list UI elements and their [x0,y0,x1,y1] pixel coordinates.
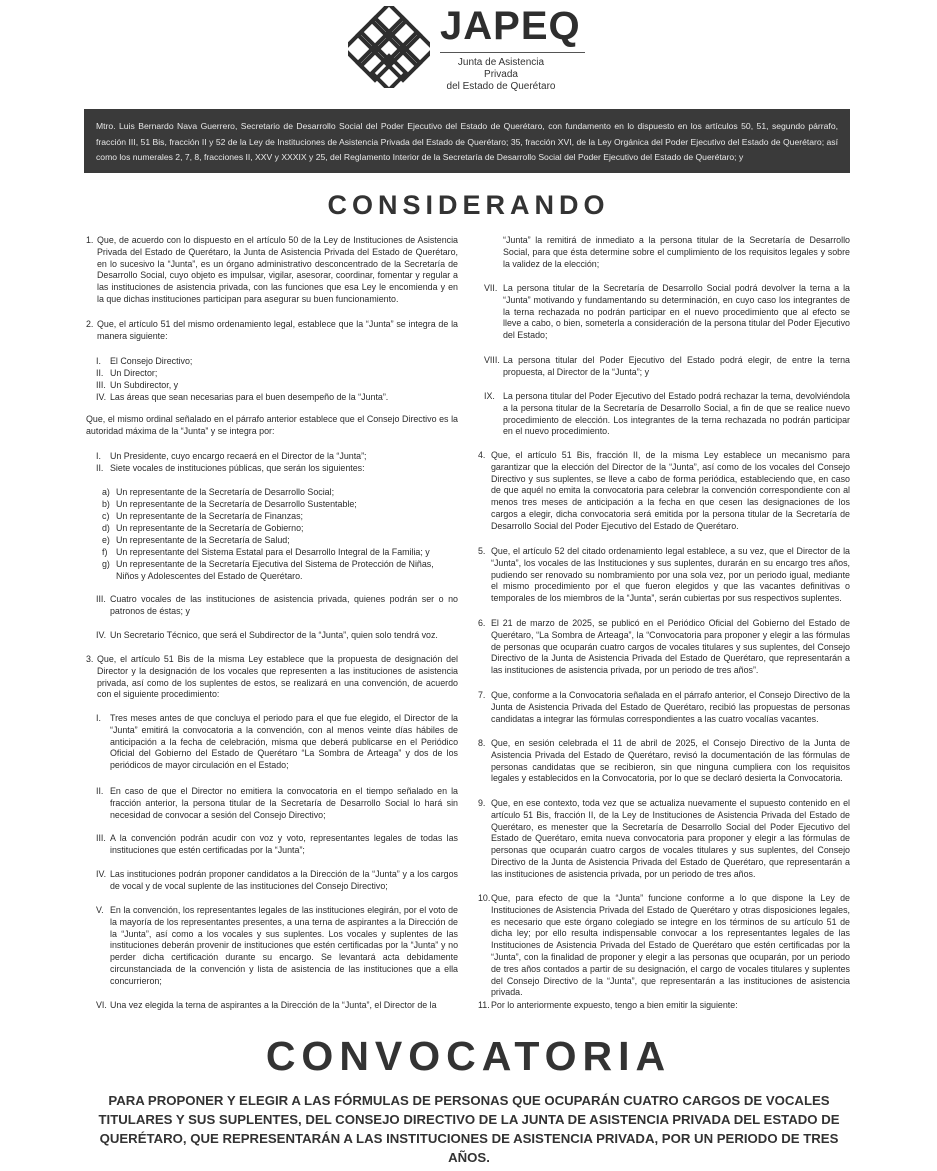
paragraph-1 [86,235,458,306]
procedure-item-iv: IV. Las instituciones podrán proponer candidatos a la Dirección de la “Junta” y a los cargos de vocal y de vocal suplente de las instituciones del Consejo Directivo; [96,869,458,891]
procedure-item-vii: VII. La persona titular de la Secretaría de Desarrollo Social podrá devolver la terna a la “Junta” motivando y fundamentando su determinación, en cuyo caso los integrantes de la terna rechazada no podrán participar en el nuevo procedimiento que al efecto se lleve a cabo, o bien, someterla a consideración de la persona titular del Poder Ejecutivo del Estado; [484,283,850,341]
brand-divider [440,52,585,53]
list-item: g) Un representante de la Secretaría Ejecutiva del Sistema de Protección de Niñas, Niños y Adolescentes del Estado de Querétaro. [102,559,434,581]
procedure-item-vi-continued: “Junta” la remitirá de inmediato a la persona titular de la Secretaría de Desarrollo Social, para que ésta determine sobre el cumplimiento de los requisitos legales y sobre la validez de la elección; [503,235,850,269]
interlocking-diamonds-icon [348,6,430,88]
paragraph-11: 11. Por lo anteriormente expuesto, tengo a bien emitir la siguiente: [478,1000,738,1010]
japeq-logo [348,6,430,88]
list-item: e) Un representante de la Secretaría de Salud; [102,535,290,545]
list-item: IV. Las áreas que sean necesarias para el buen desempeño de la “Junta”. [96,392,389,402]
considerando-heading: CONSIDERANDO [327,190,610,220]
paragraph-10: 10. Que, para efecto de que la “Junta” funcione conforme a lo que dispone la Ley de Instituciones de Asistencia Privada del Estado de Querétaro y otras disposiciones legales, es necesario que este órgano colegiado se integre en los términos de su artículo 51 de dicha ley; por ello resulta indispensable convocar a los representantes legales de las Instituciones de Asistencia Privada del Estado de Querétaro que estén certificadas por la “Junta”, con la finalidad de proponer y elegir a las personas que ocuparán, por un periodo de tres años contados a partir de su designación, el cargo de vocales titulares y suplentes del Consejo Directivo de la “Junta”, que representarán a las instituciones de asistencia privada. [478,893,850,998]
paragraph-number: 3. [86,654,94,664]
paragraph-text: Que, el mismo ordinal señalado en el párrafo anterior establece que el Consejo Directivo es la autoridad máxima de la “Junta” y se integra por: [86,414,458,436]
list-item: I. Un Presidente, cuyo encargo recaerá en el Director de la “Junta”; [96,451,367,461]
list-item: f) Un representante del Sistema Estatal para el Desarrollo Integral de la Familia; y [102,547,430,557]
paragraph-4: 4. Que, el artículo 51 Bis, fracción II, de la misma Ley establece un mecanismo para garantizar que la elección del Director de la “Junta”, así como de los vocales del Consejo Directivo y sus suplentes, se lleve a cabo de forma periódica, estableciendo que, en caso de que aquél no emita la convocatoria para celebrar la convención correspondiente con al menos tres meses de anticipación a la fecha en que cesen las designaciones de los cargos a elegir, dicha convocatoria será emitida por la persona titular de la Secretaría de Desarrollo Social del Poder Ejecutivo del Estado de Querétaro. [478,450,850,531]
legal-basis-banner [84,109,850,173]
paragraph-5: 5. Que, el artículo 52 del citado ordenamiento legal establece, a su vez, que el Director de la “Junta”, los vocales de las Instituciones y sus suplentes, durarán en su encargo tres años, pudiendo ser renovado su nombramiento por una sola vez, por un periodo igual, mediante el mismo procedimiento por el que fueron elegidos y que las vacantes definitivas o temporales de los miembros de la “Junta”, serán cubiertas por sus respectivos suplentes. [478,546,850,604]
paragraph-2b [86,414,458,438]
procedure-item-vi: VI. Una vez elegida la terna de aspirantes a la Dirección de la “Junta”, el Director de la [96,1000,437,1010]
convocatoria-subtitle: PARA PROPONER Y ELEGIR A LAS FÓRMULAS DE PERSONAS QUE OCUPARÁN CUATRO CARGOS DE VOCALES TITULARES Y SUS SUPLENTES, DEL CONSEJO DIRECTIVO DE LA JUNTA DE ASISTENCIA PRIVADA DEL ESTADO DE QUERÉTARO, QUE REPRESENTARÁN A LAS INSTITUCIONES DE ASISTENCIA PRIVADA, POR UN PERIODO DE TRES AÑOS. [98,1093,840,1165]
procedure-item-viii: VIII. La persona titular del Poder Ejecutivo del Estado podrá elegir, de entre la terna propuesta, al Director de la “Junta”; y [484,355,850,377]
list-item: III. Un Subdirector, y [96,380,179,390]
procedure-item-ix: IX. La persona titular del Poder Ejecutivo del Estado podrá rechazar la terna, devolviéndola a la persona titular de la Secretaría de Desarrollo Social, a fin de que se realice nuevo procedimiento de elección. Los integrantes de la terna rechazada no podrán participar en el nuevo procedimiento. [484,391,850,437]
banner-text: Mtro. Luis Bernardo Nava Guerrero, Secretario de Desarrollo Social del Poder Ejecutivo del Estado de Querétaro, con fundamento en lo dispuesto en los artículos 50, 51, segundo párrafo, fracción III, 51 Bis, fracción II y 52 de la Ley de Instituciones de Asistencia Privada del Estado de Querétaro; 35, fracción XVI, de la Ley Orgánica del Poder Ejecutivo del Estado de Querétaro; así como los numerales 2, 7, 8, fracciones II, XXV y XXXIX y 25, del Reglamento Interior de la Secretaría de Desarrollo Social del Poder Ejecutivo del Estado de Querétaro; y [96,121,838,162]
list-item: I. El Consejo Directivo; [96,356,193,366]
procedure-item-i: I. Tres meses antes de que concluya el periodo para el que fue elegido, el Director de la “Junta” emitirá la convocatoria a la convención, con al menos veinte días hábiles de anticipación a la fecha de celebración, misma que deberá publicarse en el Periódico Oficial del Gobierno del Estado de Querétaro “La Sombra de Arteaga” y dos de los periódicos de mayor circulación en el Estado; [96,713,458,771]
paragraph-number: 1. [86,235,94,245]
consejo-list [96,451,458,475]
procedure-item-v: V. En la convención, los representantes legales de las instituciones elegirán, por el voto de la mayoría de los representantes presentes, a una terna de aspirantes a la Dirección de la “Junta”, así como a los vocales y sus suplentes. Los vocales y suplentes de las instituciones deberán provenir de instituciones que estén certificadas por la “Junta” y no perder dicha certificación durante su encargo. Se levantará acta debidamente circunstanciada de la convención y lista de asistencia de las instituciones que a ella concurrieron; [96,905,458,986]
list-item: II. Un Director; [96,368,158,378]
paragraph-number: 2. [86,319,94,329]
paragraph-8: 8. Que, en sesión celebrada el 11 de abril de 2025, el Consejo Directivo de la Junta de Asistencia Privada del Estado de Querétaro, revisó la documentación de las fórmulas de personas candidatas que se recibieron, sin que ninguna cumpliera con los requisitos legales y establecidos en la Convocatoria, por lo que se declaró desierta la Convocatoria. [478,738,850,784]
paragraph-9: 9. Que, en ese contexto, toda vez que se actualiza nuevamente el supuesto contenido en el artículo 51 Bis, fracción II, de la Ley de Instituciones de Asistencia Privada del Estado de Querétaro, es menester que la Secretaría de Desarrollo Social del Poder Ejecutivo del Estado de Querétaro, emita nueva convocatoria para proponer y elegir a las fórmulas de personas que ocuparán cuatro cargos de vocales titulares y sus suplentes, del Consejo Directivo de la Junta de Asistencia Privada del Estado de Querétaro, que representarán a las instituciones de asistencia privada, por un periodo de tres años. [478,798,850,879]
paragraph-2 [86,319,458,343]
list-item: c) Un representante de la Secretaría de Finanzas; [102,511,303,521]
procedure-item-iii: III. A la convención podrán acudir con voz y voto, representantes legales de todas las instituciones que estén certificadas por la “Junta”; [96,833,458,855]
convocatoria-heading: CONVOCATORIA [265,1033,672,1079]
list-item: b) Un representante de la Secretaría de Desarrollo Sustentable; [102,499,357,509]
paragraph-3 [86,654,458,701]
vocales-list [102,487,458,583]
procedure-item-ii: II. En caso de que el Director no emitiera la convocatoria en el tiempo señalado en la fracción anterior, la persona titular de la Secretaría de Desarrollo Social lo hará sin necesidad de convocar a sesión del Consejo Directivo; [96,786,458,820]
junta-structure-list [96,356,458,404]
brand-subtitle-line-2: del Estado de Querétaro [446,81,556,92]
list-item: d) Un representante de la Secretaría de Gobierno; [102,523,304,533]
brand-subtitle-line-1: Junta de Asistencia Privada [457,57,545,80]
paragraph-7: 7. Que, conforme a la Convocatoria señalada en el párrafo anterior, el Consejo Directivo de la Junta de Asistencia Privada del Estado de Querétaro, recibió las propuestas de personas candidatas a integrar las fórmulas correspondientes a las cuatro vocalías vacantes. [478,690,850,724]
list-item: a) Un representante de la Secretaría de Desarrollo Social; [102,487,335,497]
list-item: II. Siete vocales de instituciones públicas, que serán los siguientes: [96,463,365,473]
paragraph-text: Que, de acuerdo con lo dispuesto en el artículo 50 de la Ley de Instituciones de Asistencia Privada del Estado de Querétaro, la Junta de Asistencia Privada del Estado de Querétaro, en lo sucesivo la “Junta”, es un órgano administrativo desconcentrado de la Secretaría de Desarrollo Social, cuyo objeto es impulsar, vigilar, asesorar, coordinar, fomentar y regular a las instituciones de asistencia privada, con las funciones que esa Ley le encomienda y en la que dichas instituciones participan para asegurar su buen funcionamiento. [97,235,458,304]
paragraph-text: Que, el artículo 51 Bis de la misma Ley establece que la propuesta de designación del Director y la designación de los vocales que representen a las instituciones de asistencia privada, así como de los suplentes de estos, se realizará en una convención, de acuerdo con el siguiente procedimiento: [97,654,458,700]
consejo-item-iv: IV. Un Secretario Técnico, que será el Subdirector de la “Junta”, quien solo tendrá voz. [96,630,438,640]
paragraph-text: Que, el artículo 51 del mismo ordenamiento legal, establece que la “Junta” se integra de la manera siguiente: [97,319,458,341]
paragraph-6: 6. El 21 de marzo de 2025, se publicó en el Periódico Oficial del Gobierno del Estado de Querétaro, “La Sombra de Arteaga”, la “Convocatoria para proponer y elegir a las fórmulas de personas que ocuparán cuatro cargos de vocales titulares y sus suplentes, del Consejo Directivo de la Junta de Asistencia Privada del Estado de Querétaro, que representarán a las instituciones de asistencia privada, por un periodo de tres años”. [478,618,850,676]
consejo-item-iii: III. Cuatro vocales de las instituciones de asistencia privada, quienes podrán ser o no patronos de éstas; y [96,594,458,616]
brand-title: JAPEQ [440,4,581,48]
brand-block [440,4,590,93]
